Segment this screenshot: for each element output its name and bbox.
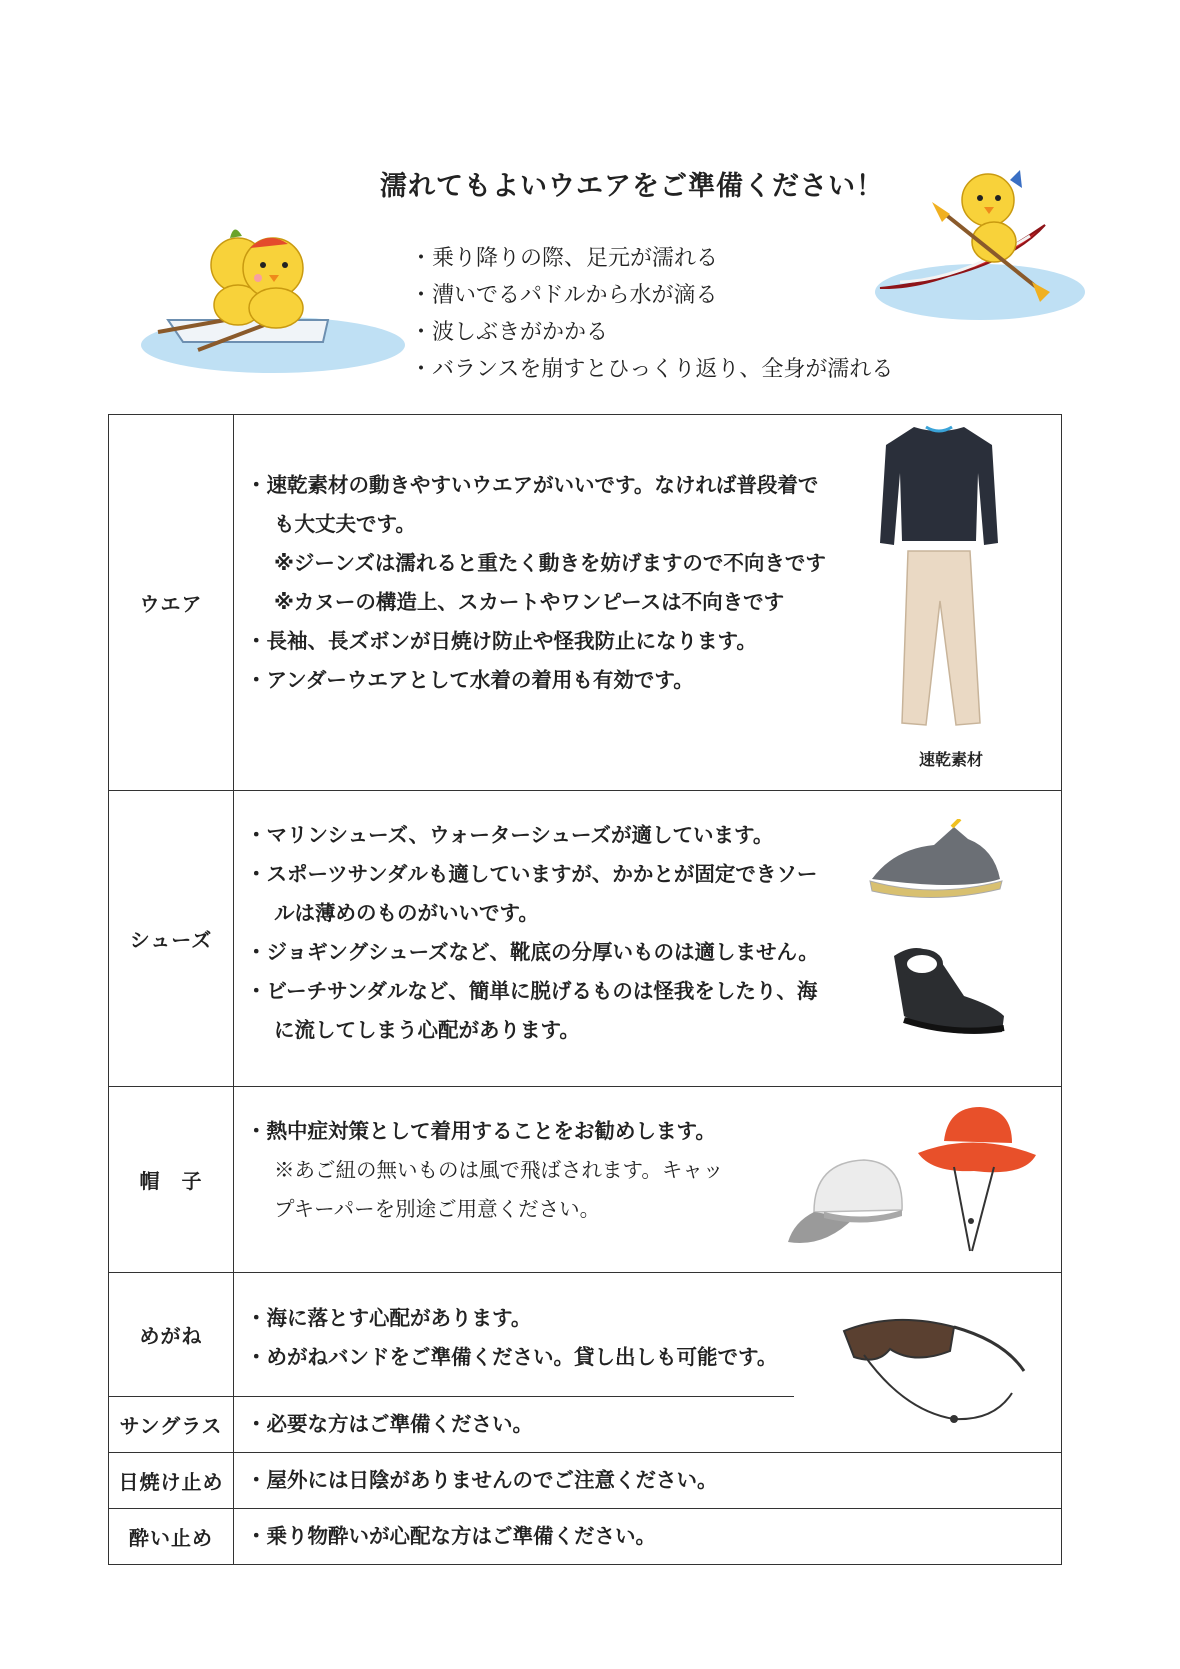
hat-text: ・熱中症対策として着用することをお勧めします。 ※あご紐の無いものは風で飛ばされます。キャッ プキーパーを別途ご用意ください。 (246, 1119, 724, 1221)
table-row-motion-sickness (109, 1509, 1062, 1565)
chicks-rowing-boat-illustration (138, 220, 408, 380)
table-row-sunglasses (109, 1397, 1062, 1453)
table-row-shoes (109, 791, 1062, 1087)
sunglasses-text: ・必要な方はご準備ください。 (246, 1411, 533, 1436)
shoes-text: ・マリンシューズ、ウォーターシューズが適しています。 ・スポーツサンダルも適していますが、かかとが固定できソー ルは薄めのものがいいです。 ・ジョギングシューズなど、靴底の分厚いものは適しません。 ・ビーチサンダルなど、簡単に脱げるものは怪我をしたり、海 に流してしまう心配があります。 (246, 822, 819, 1042)
bucket-hat-picture (914, 1101, 1039, 1261)
motion-sickness-text: ・乗り物酔いが心配な方はご準備ください。 (246, 1524, 656, 1548)
sport-sandal-picture (884, 936, 1014, 1046)
table-row-wear (109, 415, 1062, 791)
table-row-hat (109, 1087, 1062, 1273)
table-row-sunscreen (109, 1453, 1062, 1509)
intro-item: ・バランスを崩すとひっくり返り、全身が濡れる (410, 357, 894, 382)
row-label-wear: ウエア (109, 415, 234, 791)
preparation-table (108, 414, 1062, 1565)
row-label-glasses: めがね (109, 1273, 234, 1397)
intro-list (410, 240, 950, 388)
water-shoe-picture (864, 819, 1004, 909)
row-label-shoes: シューズ (109, 791, 234, 1087)
wear-text: ・速乾素材の動きやすいウエアがいいです。なければ普段着で も大丈夫です。 ※ジーンズは濡れると重たく動きを妨げますので不向きです ※カヌーの構造上、スカートやワンピースは不向きです ・長袖、長ズボンが日焼け防止や怪我防止になります。 ・アンダーウエアとして水着の着用も有効です。 (246, 472, 826, 692)
page-title: 濡れてもよいウエアをご準備ください！ (380, 171, 884, 202)
table-row-glasses (109, 1273, 1062, 1397)
sunscreen-text: ・屋外には日陰がありませんのでご注意ください。 (246, 1468, 718, 1492)
intro-item: ・漕いでるパドルから水が滴る (410, 283, 718, 308)
cap-picture (784, 1152, 914, 1252)
intro-item: ・乗り降りの際、足元が濡れる (410, 246, 719, 271)
row-label-sunscreen: 日焼け止め (109, 1453, 234, 1509)
quick-dry-wear-picture (874, 423, 1004, 728)
quick-dry-caption: 速乾素材 (919, 750, 984, 769)
intro-item: ・波しぶきがかかる (410, 320, 609, 345)
glasses-text: ・海に落とす心配があります。 ・めがねバンドをご準備ください。貸し出しも可能です。 (246, 1305, 778, 1369)
row-label-sunglasses: サングラス (109, 1397, 234, 1453)
row-label-motion-sickness: 酔い止め (109, 1509, 234, 1565)
row-label-hat: 帽 子 (109, 1087, 234, 1273)
